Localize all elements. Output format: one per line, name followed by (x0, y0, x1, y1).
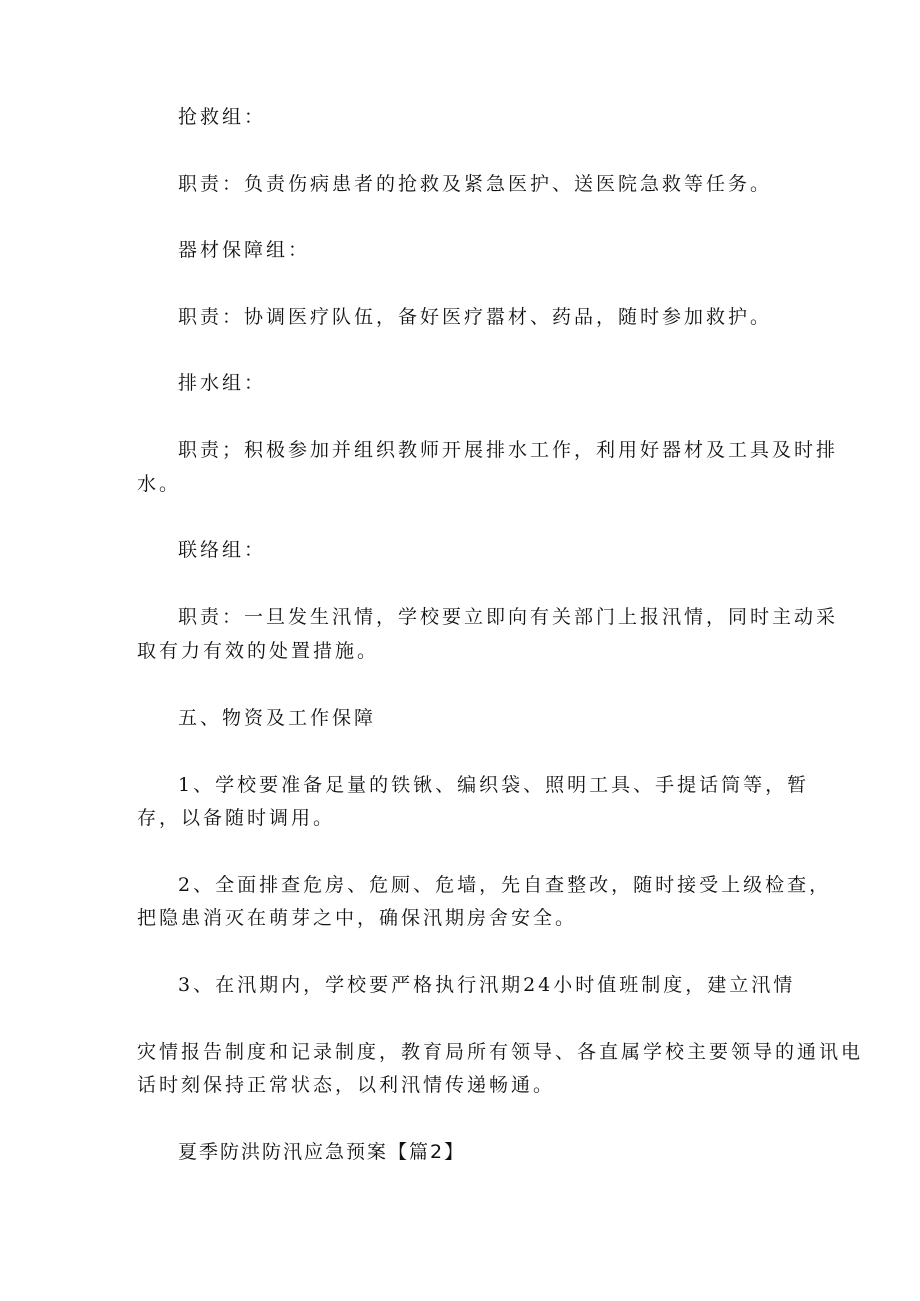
drainage-group-duty-line-1: 职责；积极参加并组织教师开展排水工作，利用好器材及工具及时排 (178, 439, 839, 461)
item-3-line-1: 3、在汛期内，学校要严格执行汛期24小时值班制度，建立汛情 (178, 974, 796, 996)
item-2-line-2: 把隐患消灭在萌芽之中，确保汛期房舍安全。 (137, 907, 578, 929)
section-five-heading: 五、物资及工作保障 (178, 707, 377, 729)
liaison-group-duty-line-2: 取有力有效的处置措施。 (137, 640, 380, 662)
liaison-group-duty-line-1: 职责：一旦发生汛情，学校要立即向有关部门上报汛情，同时主动采 (178, 606, 839, 628)
drainage-group-duty-line-2: 水。 (137, 473, 182, 495)
item-3-line-2: 灾情报告制度和记录制度，教育局所有领导、各直属学校主要领导的通讯电 (137, 1041, 864, 1063)
liaison-group-title: 联络组： (178, 539, 267, 561)
item-1-line-1: 1、学校要准备足量的铁锹、编织袋、照明工具、手提话筒等，暂 (178, 774, 810, 796)
drainage-group-title: 排水组： (178, 372, 267, 394)
item-3-line-3: 话时刻保持正常状态，以利汛情传递畅通。 (137, 1074, 556, 1096)
equipment-group-title: 器材保障组： (178, 239, 311, 261)
item-2-line-1: 2、全面排查危房、危厕、危墙，先自查整改，随时接受上级检查， (178, 874, 832, 896)
next-article-heading: 夏季防洪防汛应急预案【篇2】 (178, 1141, 466, 1163)
equipment-group-duty: 职责：协调医疗队伍，备好医疗嚣材、药品，随时参加救护。 (178, 306, 773, 328)
rescue-group-duty: 职责：负责伤病患者的抢救及紧急医护、送医院急救等任务。 (178, 173, 773, 195)
item-1-line-2: 存，以备随时调用。 (137, 807, 336, 829)
rescue-group-title: 抢救组： (178, 106, 267, 128)
